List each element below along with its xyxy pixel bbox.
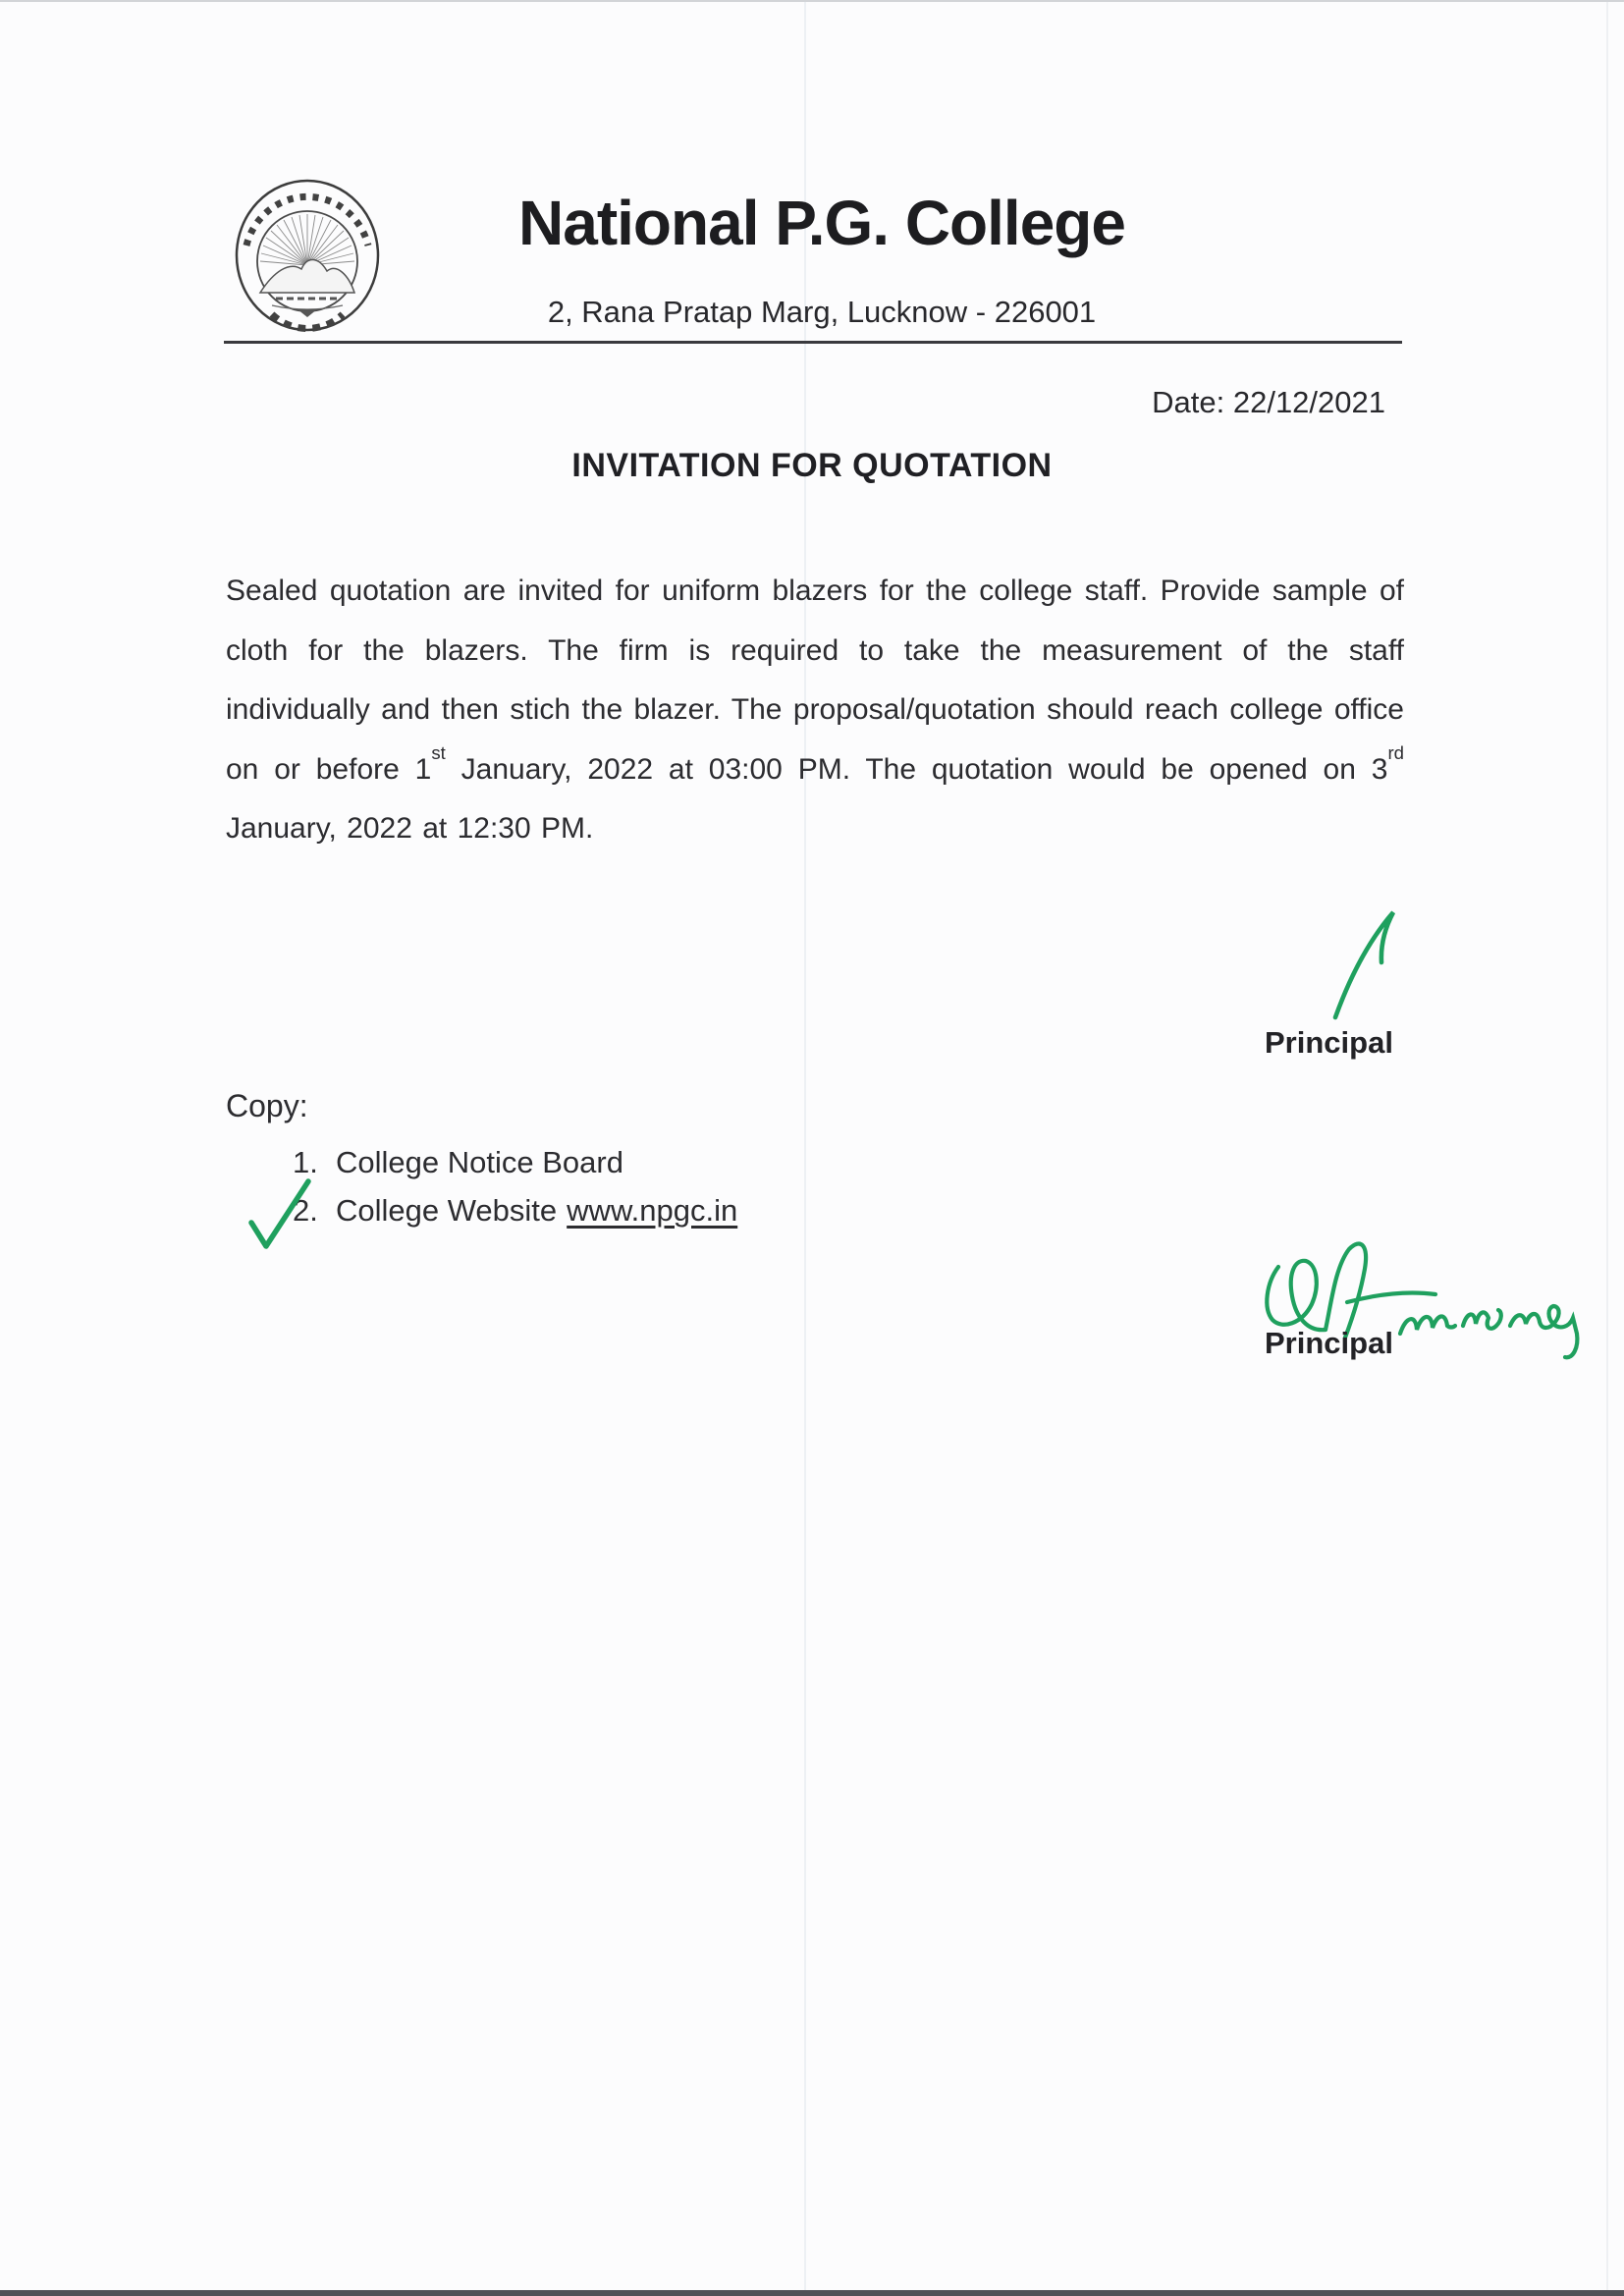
body-segment-1: Sealed quotation are invited for uniform blazers for the college staff. Provide sample of cloth for the blazers. The firm is required to take the measurement of the staff individually and then stich the blazer. The proposal/quotation should reach college office on or before 1 — [226, 574, 1404, 786]
signature-scrawl-icon — [1257, 1239, 1610, 1392]
principal-label-1: Principal — [1265, 1025, 1393, 1060]
body-segment-3: January, 2022 at 12:30 PM. — [226, 812, 594, 845]
seal-mountains — [260, 259, 354, 293]
item-text: College Notice Board — [336, 1145, 623, 1179]
header-divider — [224, 341, 1402, 344]
list-item — [293, 1193, 737, 1241]
scan-edge-top — [0, 0, 1624, 2]
checkmark-icon — [244, 1169, 317, 1257]
body-segment-2: January, 2022 at 03:00 PM. The quotation would be opened on 3 — [445, 752, 1388, 786]
paper-fold-line — [804, 0, 806, 2296]
item-text: College Website — [336, 1193, 558, 1228]
college-name: National P.G. College — [518, 188, 1125, 258]
document-title: INVITATION FOR QUOTATION — [571, 447, 1053, 484]
college-address: 2, Rana Pratap Marg, Lucknow - 226001 — [547, 295, 1097, 329]
ordinal-suffix-rd: rd — [1387, 742, 1404, 764]
paper-fold-line-right — [1606, 0, 1608, 2296]
item-number: 2. — [293, 1193, 318, 1228]
ordinal-suffix-st: st — [431, 742, 446, 764]
copy-heading: Copy: — [226, 1088, 308, 1123]
seal-water-wedge — [298, 309, 317, 317]
website-link-text: www.npgc.in — [567, 1193, 738, 1228]
scan-edge-bottom — [0, 2290, 1624, 2296]
principal-label-2: Principal — [1265, 1326, 1393, 1360]
date-label: Date: 22/12/2021 — [1152, 385, 1385, 419]
list-item — [293, 1145, 737, 1193]
body-paragraph — [226, 562, 1404, 859]
signature-flick-icon — [1316, 896, 1414, 1038]
copy-list — [293, 1145, 737, 1241]
item-number: 1. — [293, 1145, 318, 1179]
